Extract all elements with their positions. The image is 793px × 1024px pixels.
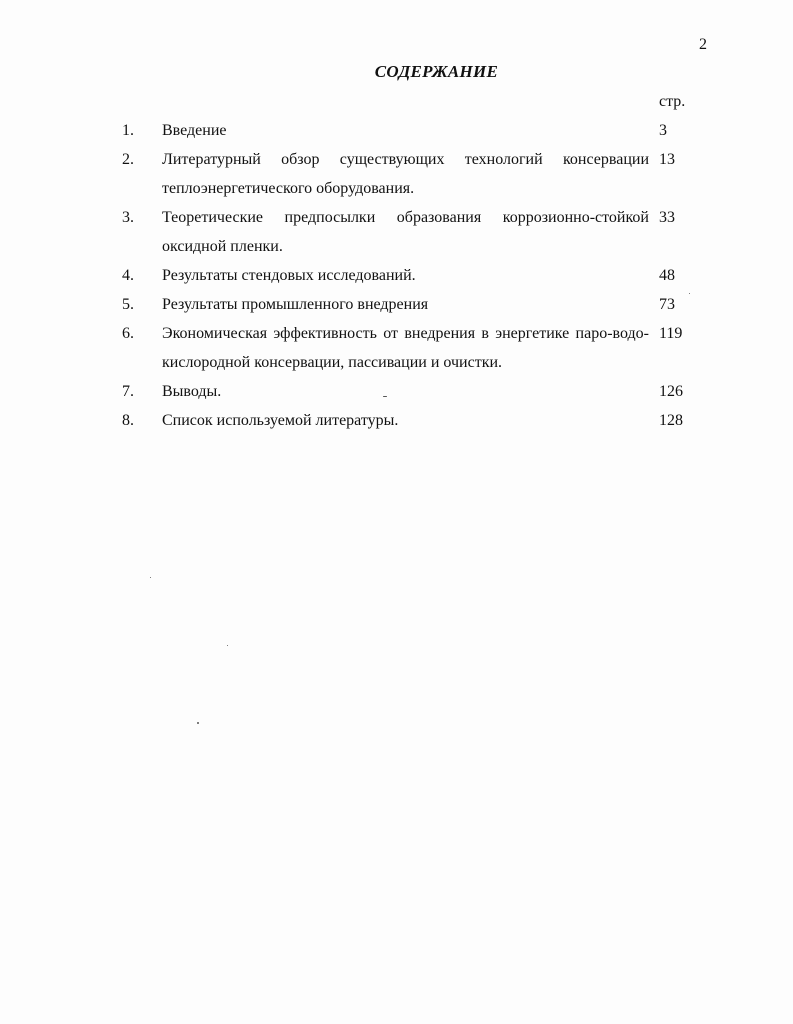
- toc-entry-title: Результаты промышленного внедрения: [162, 296, 429, 313]
- scan-speck: [197, 722, 199, 724]
- toc-entry: [0, 406, 793, 435]
- scan-speck: [383, 396, 387, 397]
- toc-entry-number: 3.: [122, 209, 134, 226]
- pages-column-label: стр.: [659, 93, 686, 110]
- toc-entry-number: 6.: [122, 325, 134, 342]
- toc-entry-page: 126: [659, 383, 683, 400]
- scan-speck: [227, 645, 228, 646]
- table-of-contents: [0, 116, 793, 435]
- toc-entry: [0, 261, 793, 290]
- toc-entry: [0, 145, 793, 203]
- toc-entry-title: Список используемой литературы.: [162, 412, 399, 429]
- toc-entry-number: 7.: [122, 383, 134, 400]
- toc-entry-page: 119: [659, 325, 683, 342]
- toc-entry-title: Экономическая эффективность от внедрения в энергетике паро-водо-кислородной консервации, пассивации и очистки.: [162, 325, 649, 371]
- toc-entry-page: 3: [659, 122, 667, 139]
- toc-entry-title: Введение: [162, 122, 227, 139]
- toc-entry-title: Литературный обзор существующих технологий консервации теплоэнергетического оборудования.: [162, 151, 649, 197]
- scan-speck: [150, 577, 151, 578]
- toc-entry-page: 48: [659, 267, 675, 284]
- toc-entry-number: 2.: [122, 151, 134, 168]
- toc-entry-page: 73: [659, 296, 675, 313]
- toc-entry-page: 13: [659, 151, 675, 168]
- page-number: 2: [699, 36, 707, 53]
- scan-speck: [689, 293, 690, 294]
- toc-entry: [0, 116, 793, 145]
- toc-entry-number: 4.: [122, 267, 134, 284]
- page-title: СОДЕРЖАНИЕ: [374, 62, 499, 81]
- toc-entry-title: Выводы.: [162, 383, 222, 400]
- toc-entry: [0, 319, 793, 377]
- toc-entry-title: Результаты стендовых исследований.: [162, 267, 416, 284]
- toc-entry: [0, 203, 793, 261]
- toc-entry: [0, 290, 793, 319]
- toc-entry-number: 1.: [122, 122, 134, 139]
- toc-entry-number: 5.: [122, 296, 134, 313]
- toc-entry-page: 33: [659, 209, 675, 226]
- toc-entry-number: 8.: [122, 412, 134, 429]
- toc-entry: [0, 377, 793, 406]
- toc-entry-title: Теоретические предпосылки образования коррозионно-стойкой оксидной пленки.: [162, 209, 649, 255]
- toc-entry-page: 128: [659, 412, 683, 429]
